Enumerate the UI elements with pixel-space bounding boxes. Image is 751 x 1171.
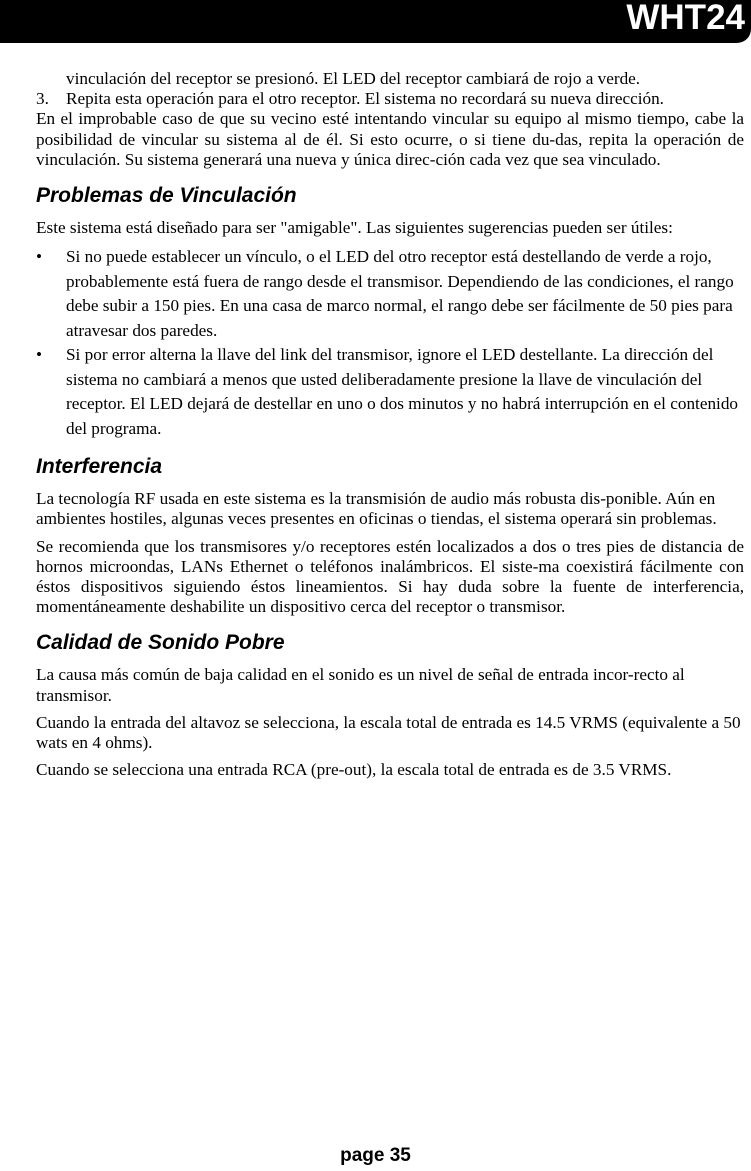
- intro-continuation: vinculación del receptor se presionó. El LED del receptor cambiará de rojo a verde.: [66, 69, 641, 88]
- bullet-icon: •: [36, 247, 43, 267]
- section-title-interferencia: Interferencia: [36, 455, 163, 479]
- bullet-icon: •: [36, 345, 43, 365]
- paragraph: Cuando se selecciona una entrada RCA (pre-out), la escala total de entrada es de 3.5 VRMS.: [36, 760, 672, 780]
- paragraph: Se recomienda que los transmisores y/o receptores estén localizados a dos o tres pies de distancia de hornos microondas, LANs Ethernet o teléfonos inalámbricos. El siste-ma coexistirá fácilmente con éstos dispositivos siguiendo éstos lineamientos. Si hay duda sobre la fuente de interferencia, momentáneamente deshabilite un dispositivo cerca del receptor o transmisor.: [36, 536, 744, 617]
- intro-paragraph: En el improbable caso de que su vecino esté intentando vincular su equipo al mismo tiempo, cabe la posibilidad de vincular su sistema al de él. Si esto ocurre, o si tiene du-das, repita la operación de vinculación. Su sistema generará una nueva y única direc-ción cada vez que sea vinculado.: [36, 109, 744, 169]
- paragraph: La tecnología RF usada en este sistema es la transmisión de audio más robusta dis-ponible. Aún en ambientes hostiles, algunas veces presentes en oficinas o tiendas, el sistema operará sin problemas.: [36, 489, 717, 529]
- section-intro: Este sistema está diseñado para ser "amigable". Las siguientes sugerencias pueden ser útiles:: [36, 218, 673, 238]
- list-item-text: Si no puede establecer un vínculo, o el LED del otro receptor está destellando de verde a rojo, probablemente está fuera de rango desde el transmisor. Dependiendo de las condiciones, el rango debe subir a 150 pies. En una casa de marco normal, el rango debe ser fácilmente de 50 pies para atravesar dos paredes.: [66, 247, 734, 340]
- page-number: page 35: [340, 1145, 411, 1166]
- document-body: [36, 69, 744, 780]
- model-title: WHT24: [626, 0, 745, 37]
- list-item: [36, 343, 744, 441]
- section-title-calidad: Calidad de Sonido Pobre: [36, 631, 285, 655]
- section-title-vinculacion: Problemas de Vinculación: [36, 184, 297, 208]
- list-item: [36, 245, 744, 343]
- paragraph: La causa más común de baja calidad en el sonido es un nivel de señal de entrada incor-recto al transmisor.: [36, 665, 685, 705]
- step-number: 3.: [36, 89, 49, 109]
- step-text: Repita esta operación para el otro receptor. El sistema no recordará su nueva dirección.: [66, 89, 664, 109]
- step-3: [36, 89, 744, 109]
- bullet-list: [36, 245, 744, 441]
- list-item-text: Si por error alterna la llave del link del transmisor, ignore el LED destellante. La dirección del sistema no cambiará a menos que usted deliberadamente presione la llave de vinculación del receptor. El LED dejará de destellar en uno o dos minutos y no habrá interrupción en el contenido del programa.: [66, 345, 739, 438]
- header-bar: [0, 0, 751, 43]
- paragraph: Cuando la entrada del altavoz se selecciona, la escala total de entrada es 14.5 VRMS (equivalente a 50 wats en 4 ohms).: [36, 712, 741, 753]
